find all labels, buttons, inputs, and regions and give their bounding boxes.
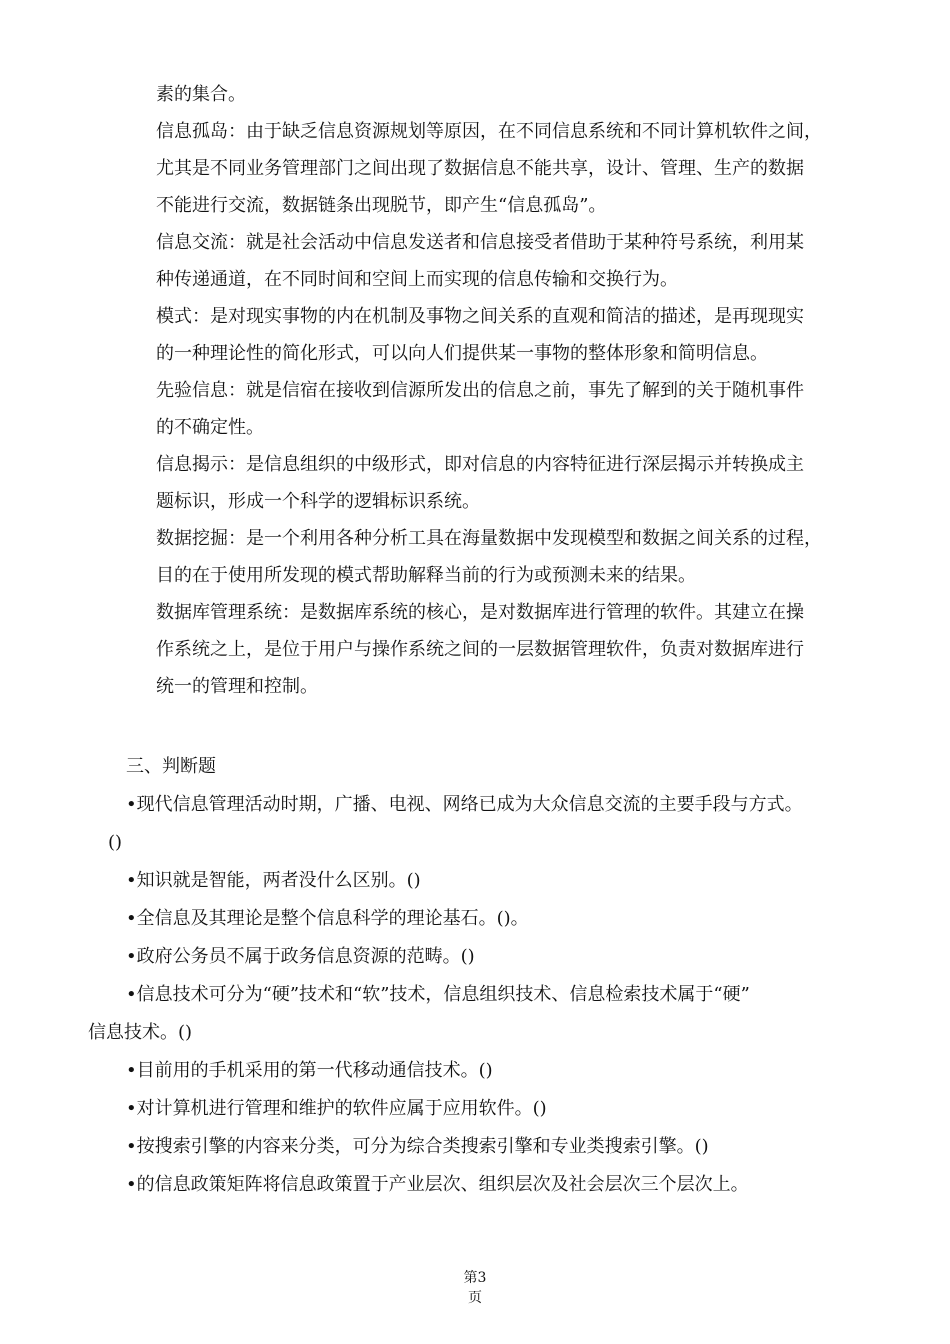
true-false-questions xyxy=(88,786,868,1204)
definition-line: 数据挖掘：是一个利用各种分析工具在海量数据中发现模型和数据之间关系的过程， xyxy=(156,528,822,549)
definition-paragraph xyxy=(156,113,860,224)
question-item xyxy=(88,900,868,938)
definition-line: 尤其是不同业务管理部门之间出现了数据信息不能共享，设计、管理、生产的数据 xyxy=(156,158,804,179)
question-item xyxy=(88,862,868,900)
definition-line: 种传递通道，在不同时间和空间上而实现的信息传输和交换行为。 xyxy=(156,269,678,290)
question-text: •政府公务员不属于政务信息资源的范畴。() xyxy=(126,946,475,967)
question-item xyxy=(88,1052,868,1090)
definition-line: 先验信息：就是信宿在接收到信源所发出的信息之前，事先了解到的关于随机事件 xyxy=(156,380,804,401)
definition-paragraph xyxy=(156,76,860,113)
question-item xyxy=(88,786,868,862)
definition-paragraph xyxy=(156,520,860,594)
page-number-line: 页 xyxy=(468,1290,482,1306)
question-text: •知识就是智能，两者没什么区别。() xyxy=(126,870,421,891)
definition-line: 题标识，形成一个科学的逻辑标识系统。 xyxy=(156,491,480,512)
definition-line: 不能进行交流，数据链条出现脱节，即产生“信息孤岛”。 xyxy=(156,195,607,216)
definition-line: 信息孤岛：由于缺乏信息资源规划等原因，在不同信息系统和不同计算机软件之间， xyxy=(156,121,822,142)
question-text: •信息技术可分为“硬”技术和“软”技术，信息组织技术、信息检索技术属于“硬” xyxy=(126,984,750,1005)
definition-line: 作系统之上，是位于用户与操作系统之间的一层数据管理软件，负责对数据库进行 xyxy=(156,639,804,660)
question-item xyxy=(88,1128,868,1166)
definition-line: 统一的管理和控制。 xyxy=(156,676,318,697)
question-text: •现代信息管理活动时期，广播、电视、网络已成为大众信息交流的主要手段与方式。 xyxy=(126,794,803,815)
question-answer-blank: () xyxy=(108,832,123,853)
question-item xyxy=(88,1090,868,1128)
question-text: •对计算机进行管理和维护的软件应属于应用软件。() xyxy=(126,1098,547,1119)
definition-paragraph xyxy=(156,446,860,520)
definition-line: 信息交流：就是社会活动中信息发送者和信息接受者借助于某种符号系统，利用某 xyxy=(156,232,804,253)
page-number-line: 第3 xyxy=(463,1270,487,1286)
definition-line: 的不确定性。 xyxy=(156,417,264,438)
definitions-block xyxy=(156,76,860,705)
question-text-continued: 信息技术。() xyxy=(88,1022,193,1043)
page-number xyxy=(0,1268,950,1308)
definition-line: 素的集合。 xyxy=(156,84,246,105)
section-heading: 三、判断题 xyxy=(126,756,216,777)
definition-line: 信息揭示：是信息组织的中级形式，即对信息的内容特征进行深层揭示并转换成主 xyxy=(156,454,804,475)
definition-paragraph xyxy=(156,372,860,446)
definition-line: 模式：是对现实事物的内在机制及事物之间关系的直观和简洁的描述，是再现现实 xyxy=(156,306,804,327)
question-item xyxy=(88,976,868,1052)
definition-line: 目的在于使用所发现的模式帮助解释当前的行为或预测未来的结果。 xyxy=(156,565,696,586)
definition-paragraph xyxy=(156,224,860,298)
question-item xyxy=(88,938,868,976)
question-text: •全信息及其理论是整个信息科学的理论基石。()。 xyxy=(126,908,529,929)
definition-paragraph xyxy=(156,594,860,705)
question-text: •目前用的手机采用的第一代移动通信技术。() xyxy=(126,1060,493,1081)
definition-line: 的一种理论性的简化形式，可以向人们提供某一事物的整体形象和简明信息。 xyxy=(156,343,768,364)
definition-line: 数据库管理系统：是数据库系统的核心，是对数据库进行管理的软件。其建立在操 xyxy=(156,602,804,623)
question-item xyxy=(88,1166,868,1204)
definition-paragraph xyxy=(156,298,860,372)
question-text: •的信息政策矩阵将信息政策置于产业层次、组织层次及社会层次三个层次上。 xyxy=(126,1174,749,1195)
question-text: •按搜索引擎的内容来分类，可分为综合类搜索引擎和专业类搜索引擎。() xyxy=(126,1136,709,1157)
